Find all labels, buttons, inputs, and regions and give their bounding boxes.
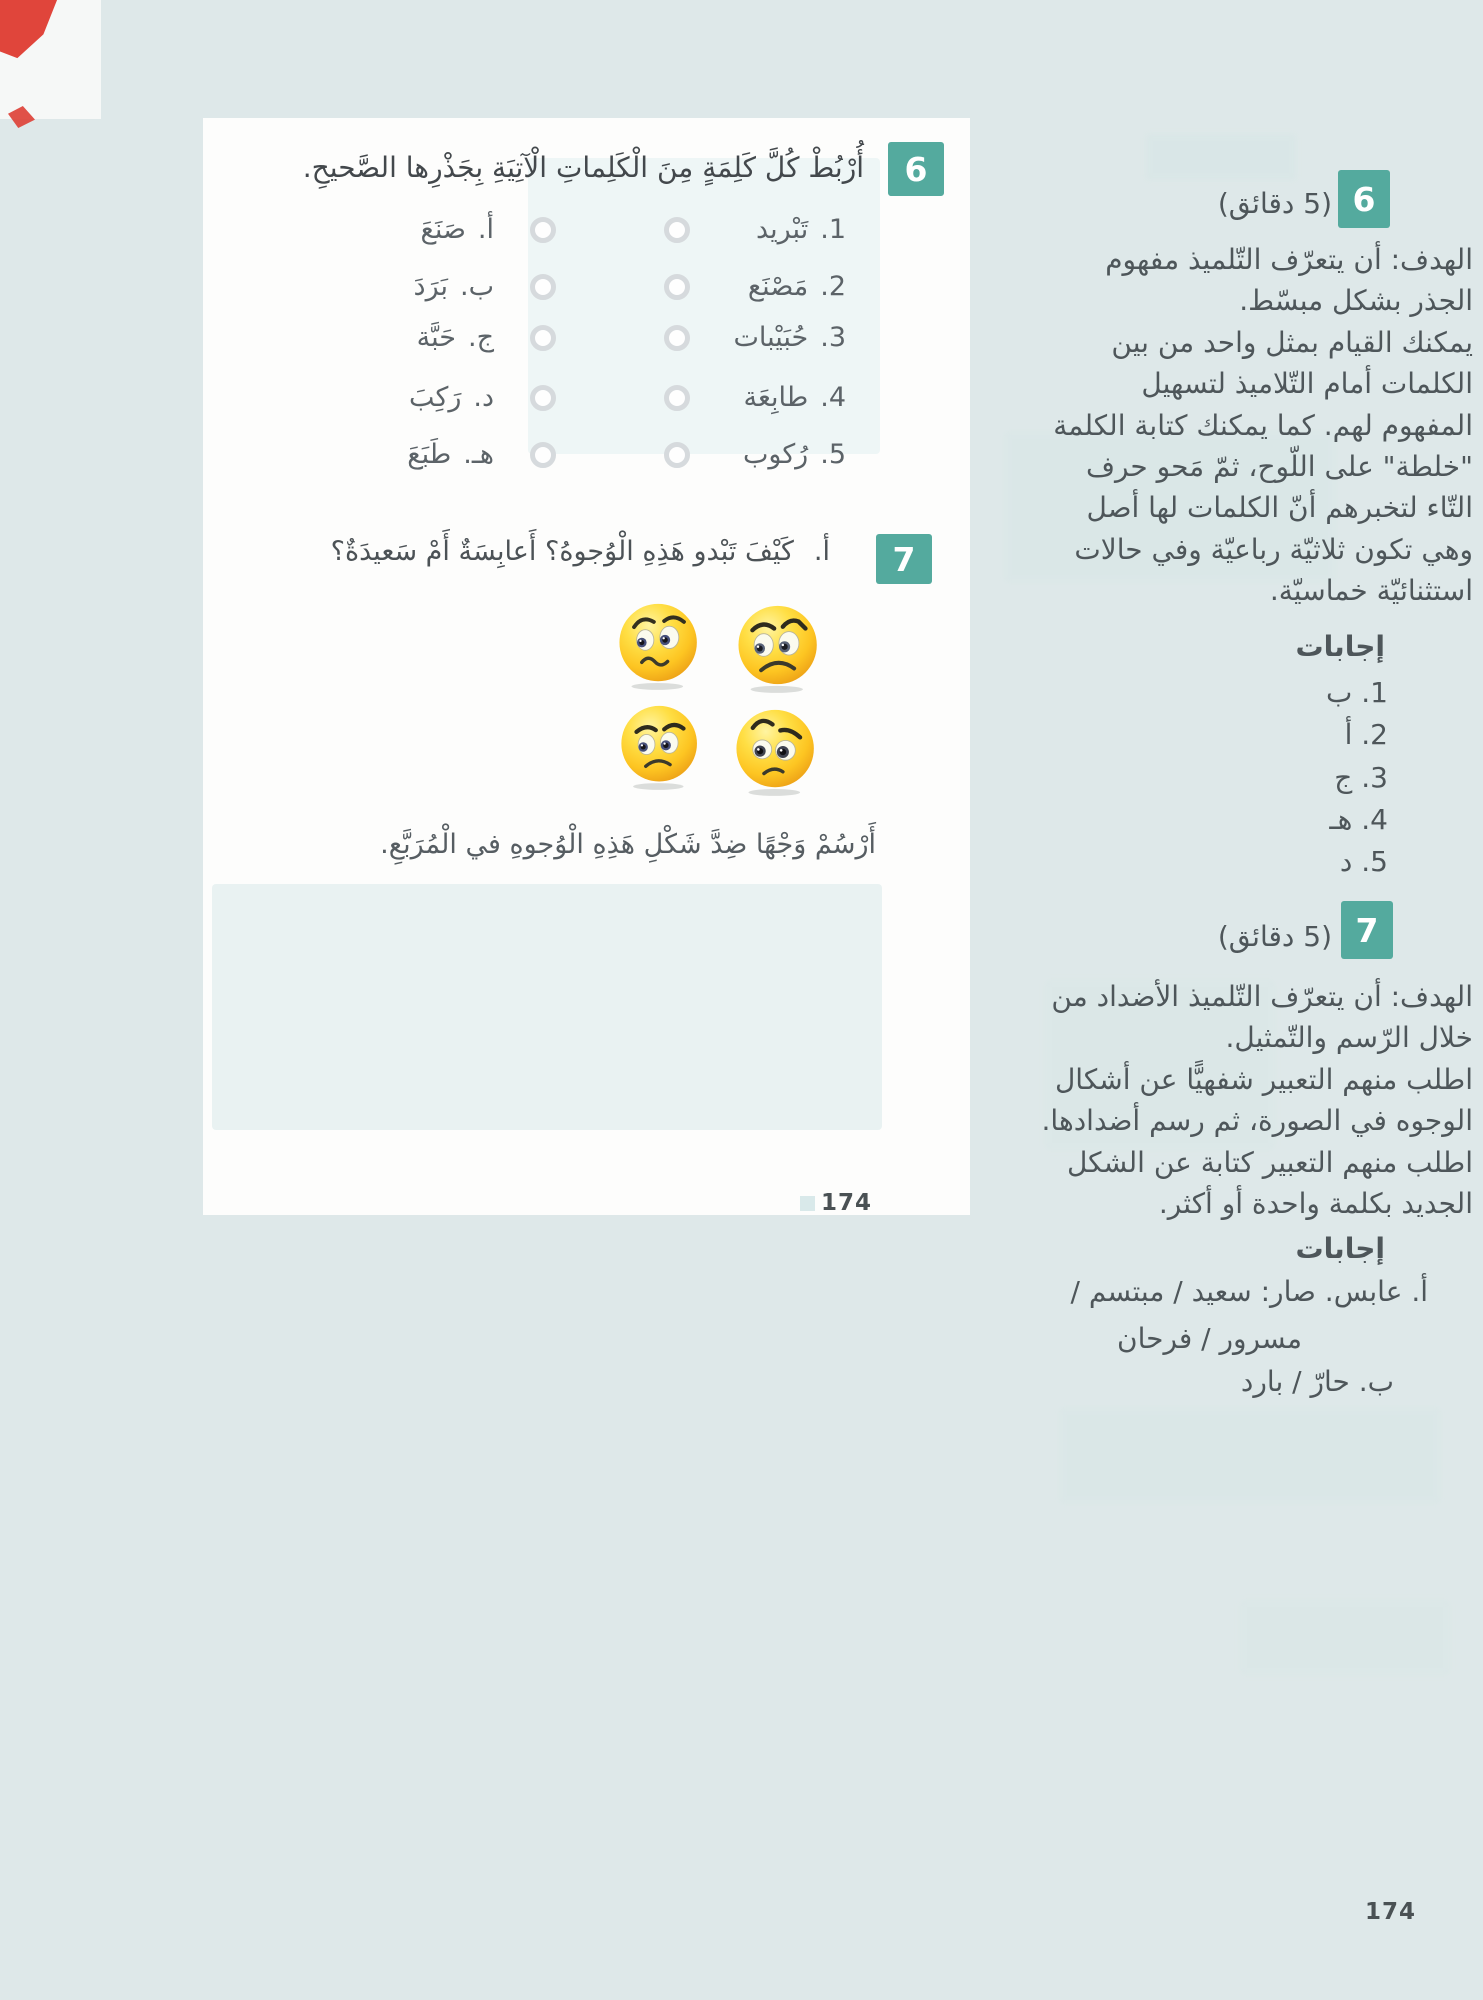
root-text: بَرَدَ [413,271,448,302]
root-letter: ج. [467,322,494,353]
word-text: تَبْريد [755,214,809,245]
match-circle [664,385,690,411]
worried-face-icon [616,601,702,691]
exercise7-question [331,530,830,574]
annoyed-face-icon [733,707,819,797]
root-letter: أ. [477,214,494,245]
section7-duration: (5 دقائق) [1217,920,1332,953]
page-number-mark [800,1196,815,1211]
section7-text-line: الوجوه في الصورة، ثم رسم أضدادها. [1041,1104,1473,1137]
root-text: صَنَعَ [420,214,466,245]
bleedthrough-smudge [1240,1600,1450,1675]
section7-answer: ب. حارّ / بارد [1240,1365,1394,1398]
section6-text-line: وهي تكون ثلاثيّة رباعيّة وفي حالات [1074,533,1473,566]
section6-answer: 2. أ [1344,718,1388,751]
match-circle [530,442,556,468]
match-circle [664,442,690,468]
match-root-row [407,435,494,475]
bottom-page-number: 174 [1365,1899,1417,1925]
section7-text-line: الهدف: أن يتعرّف التّلميذ الأضداد من [1051,980,1473,1013]
page-number-value: 174 [821,1190,873,1216]
word-number: 5. [820,439,846,470]
match-circle [530,217,556,243]
match-word-row [756,210,846,250]
exercise7-badge [876,534,932,584]
section6-text-line: المفهوم لهم. كما يمكنك كتابة الكلمة [1053,409,1473,442]
section6-text-line: الكلمات أمام التّلاميذ لتسهيل [1141,367,1473,400]
bleedthrough-box [212,884,882,1130]
word-number: 2. [820,271,846,302]
section6-answers-heading: إجابات [1295,630,1385,663]
word-text: مَصْنَع [747,271,809,302]
root-text: رَكِبَ [408,382,462,413]
match-circle [664,274,690,300]
bleedthrough-smudge [1146,134,1296,180]
angry-face-icon [735,603,822,694]
exercise6-badge [888,142,944,196]
section7-answer: أ. عابس. صار: سعيد / مبتسم / [1070,1275,1428,1308]
match-circle [664,217,690,243]
word-text: طابِعَة [743,382,809,413]
section6-answer: 3. ج [1334,761,1388,794]
section7-answer: مسرور / فرحان [1117,1322,1302,1355]
root-text: طَبَعَ [407,439,452,470]
word-text: حُبَيْبات [733,322,809,353]
word-number: 1. [820,214,846,245]
word-text: رُكوب [742,439,809,470]
section7-text-line: خلال الرّسم والتّمثيل. [1225,1021,1473,1054]
sidebar-section7-badge [1341,901,1393,959]
section6-text-line: الهدف: أن يتعرّف التّلميذ مفهوم [1105,243,1473,276]
match-word-row [733,318,846,358]
match-root-row [409,378,494,418]
question-text: كَيْفَ تَبْدو هَذِهِ الْوُجوهُ؟ أَعابِسَةٌ أَمْ سَعيدَةٌ؟ [330,536,794,567]
match-circle [530,325,556,351]
match-circle [530,385,556,411]
word-number: 3. [820,322,846,353]
section6-text-line: استثنائيّة خماسيّة. [1269,574,1473,607]
section6-text-line: "خلطة" على اللّوح، ثمّ مَحو حرف [1085,450,1473,483]
match-circle [664,325,690,351]
section6-answer: 4. هـ [1329,803,1388,836]
match-circle [530,274,556,300]
panel-page-number [800,1190,872,1216]
match-word-row [748,267,846,307]
section7-answers-heading: إجابات [1295,1232,1385,1265]
grumpy-face-icon [618,703,702,791]
bleedthrough-smudge [1060,1408,1440,1503]
match-root-row [414,267,494,307]
exercise6-title: أُرْبُطْ كُلَّ كَلِمَةٍ مِنَ الْكَلِماتِ الْآتِيَةِ بِجَذْرِها الصَّحيحِ. [302,151,864,184]
section6-text-line: الجذر بشكل مبسّط. [1239,284,1473,317]
question-label: أ. [813,536,830,567]
match-word-row [743,435,846,475]
section7-text-line: اطلب منهم التعبير كتابة عن الشكل [1066,1146,1473,1179]
section6-answer: 5. د [1339,845,1388,878]
root-text: حَبَّة [416,322,456,353]
match-word-row [743,378,846,418]
section6-duration: (5 دقائق) [1217,187,1332,220]
sidebar-section6-badge [1338,170,1390,228]
sidebar-section7-badge-number: 7 [1355,910,1379,950]
exercise7-badge-number: 7 [892,539,916,579]
section7-text-line: اطلب منهم التعبير شفهيًّا عن أشكال [1054,1063,1473,1096]
match-root-row [417,318,494,358]
section6-text-line: يمكنك القيام بمثل واحد من بين [1111,326,1473,359]
root-letter: هـ. [463,439,494,470]
match-root-row [420,210,494,250]
exercise7-instruction: أَرْسُمْ وَجْهًا ضِدَّ شَكْلِ هَذِهِ الْوُجوهِ في الْمُرَبَّعِ. [380,829,876,860]
root-letter: د. [473,382,494,413]
sidebar-section6-badge-number: 6 [1352,179,1376,219]
root-letter: ب. [459,271,494,302]
exercise6-badge-number: 6 [904,149,928,189]
section6-text-line: التّاء لتخبرهم أنّ الكلمات لها أصل [1086,491,1473,524]
section7-text-line: الجديد بكلمة واحدة أو أكثر. [1158,1187,1473,1220]
section6-answer: 1. ب [1326,676,1388,709]
word-number: 4. [820,382,846,413]
